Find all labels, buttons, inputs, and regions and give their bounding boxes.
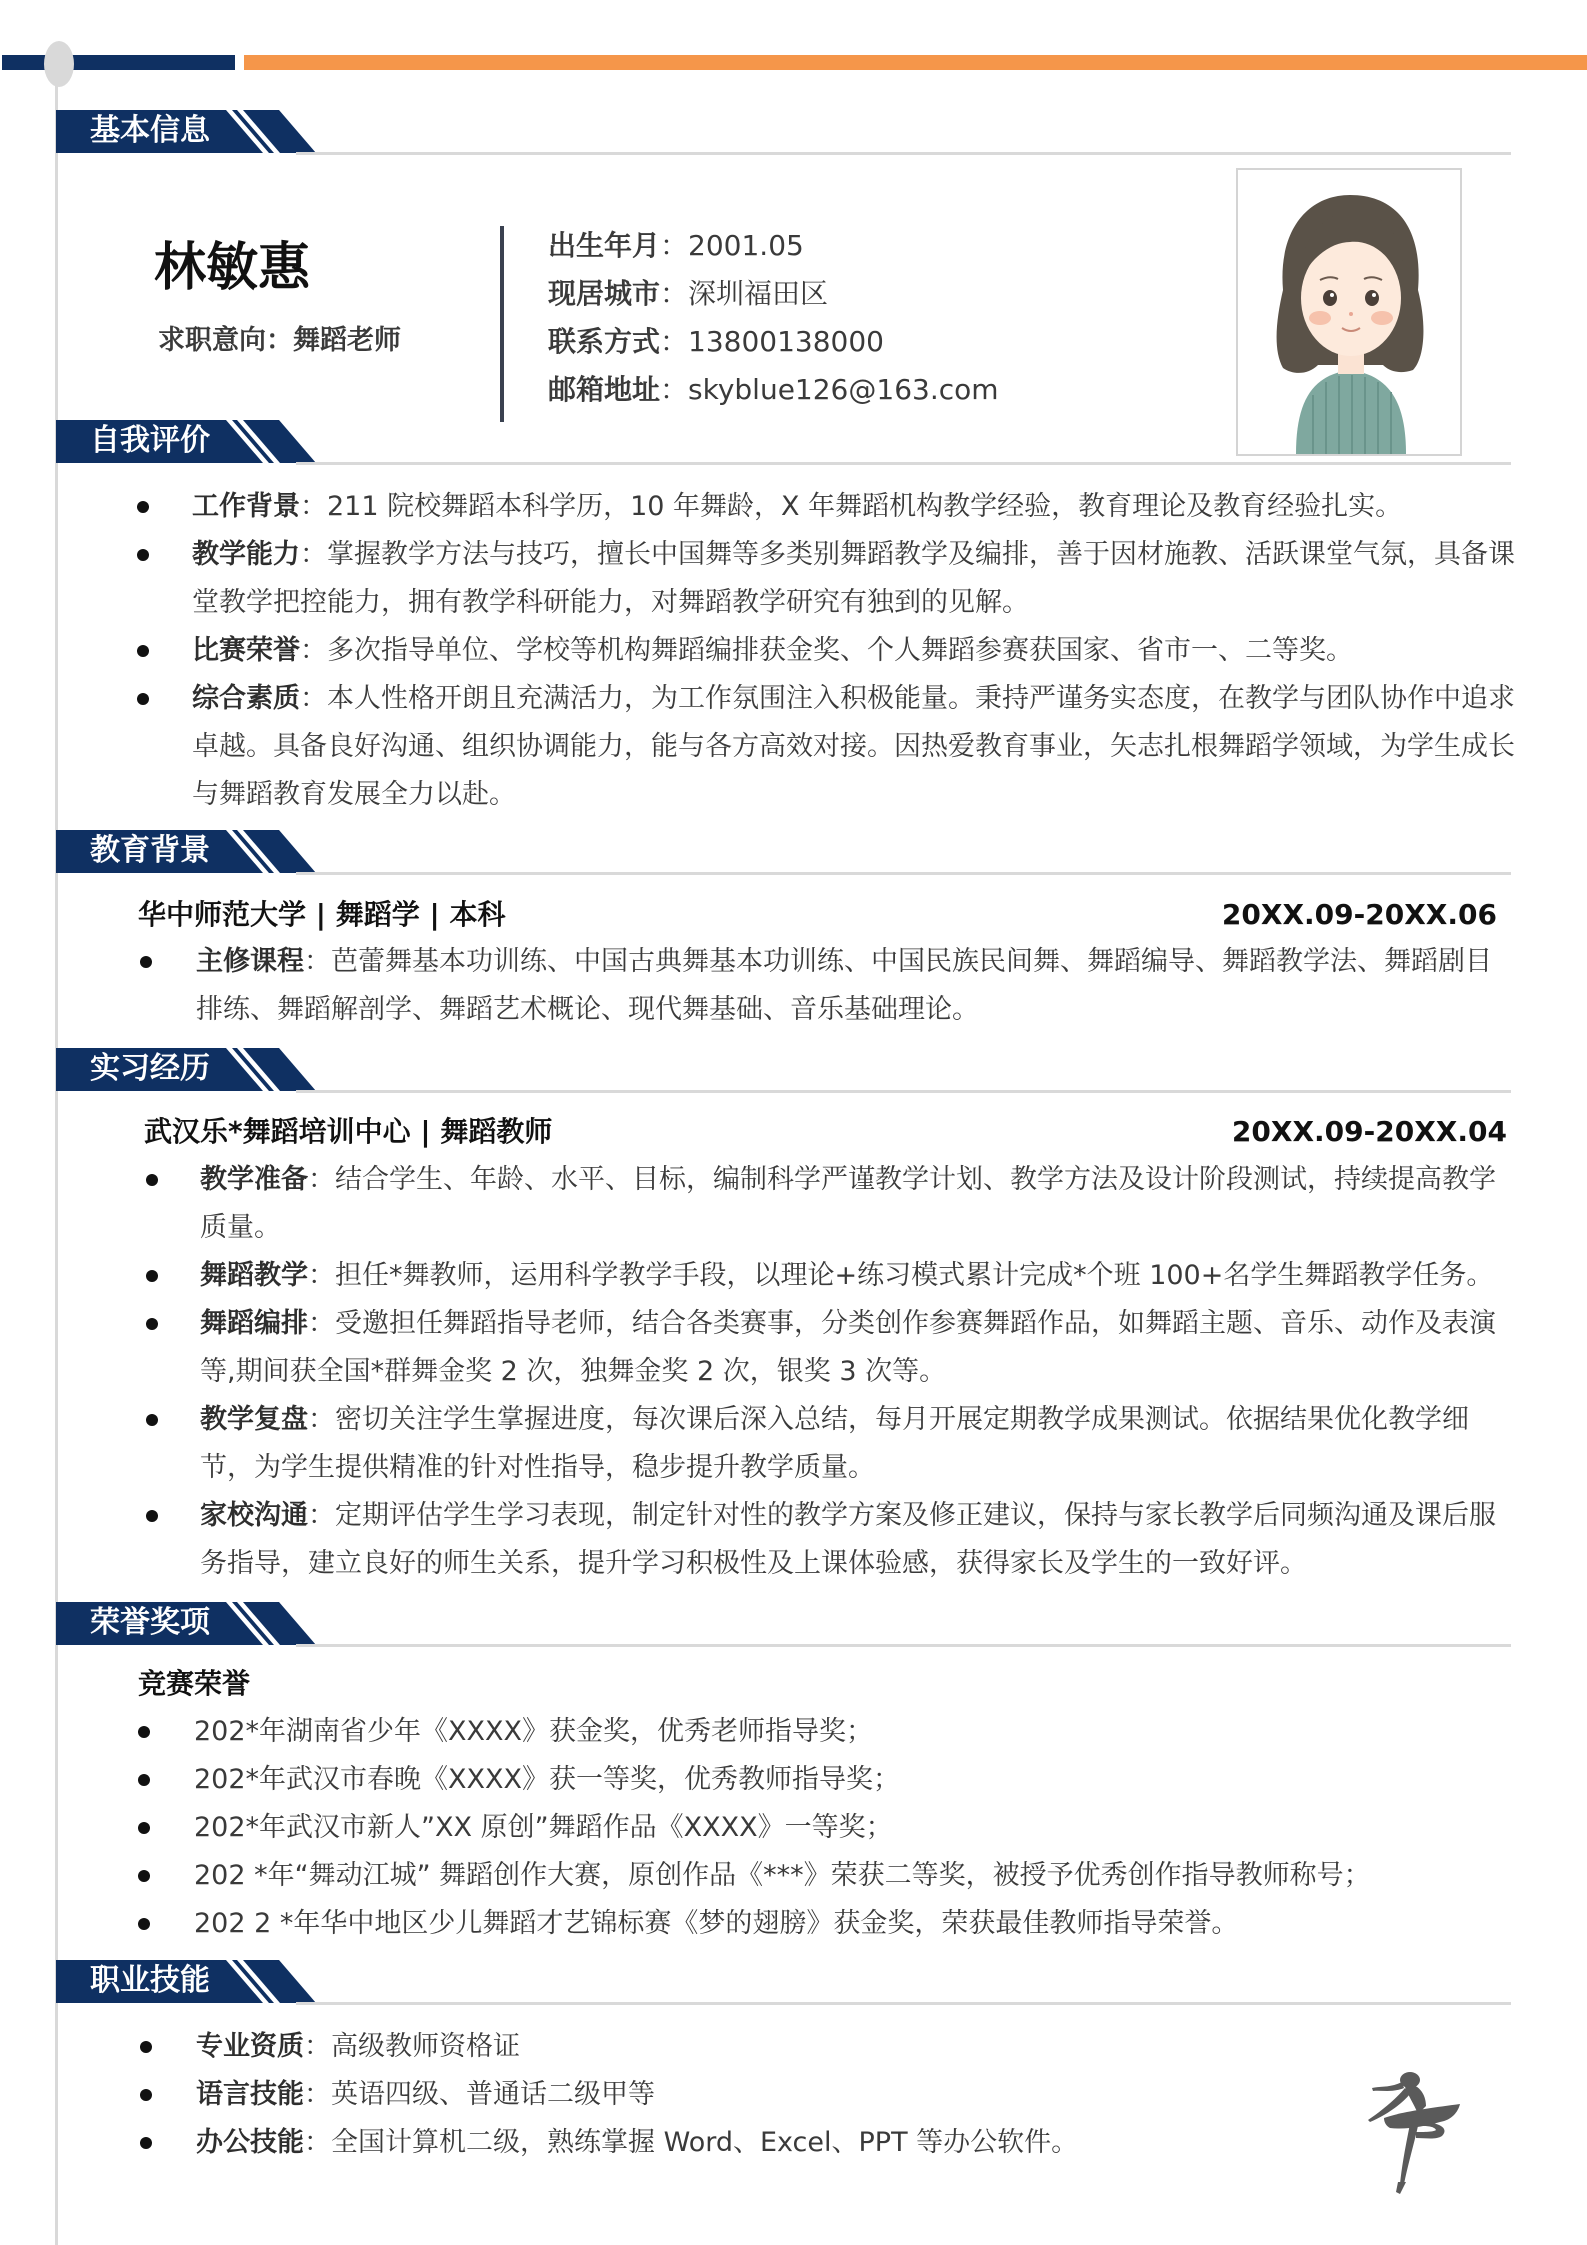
section-rule	[296, 872, 1511, 875]
item-label: 专业资质	[196, 2031, 304, 2062]
bullet-icon	[137, 501, 149, 513]
bullet-icon	[137, 549, 149, 561]
section-header-internship	[56, 1048, 1511, 1094]
bullet-icon	[138, 1774, 150, 1786]
list-item	[0, 1852, 1587, 1900]
section-title: 荣誉奖项	[90, 1605, 210, 1640]
item-text: 202 *年“舞动江城” 舞蹈创作大赛，原创作品《***》荣获二等奖，被授予优秀创作指导教师称号；	[194, 1860, 1371, 1891]
item-label: 舞蹈教学	[200, 1260, 308, 1291]
internship-list	[0, 1156, 1587, 1588]
bullet-icon	[140, 2089, 152, 2101]
bullet-icon	[140, 2041, 152, 2053]
list-item	[0, 1900, 1587, 1948]
info-city: 现居城市：深圳福田区	[548, 277, 829, 310]
bullet-icon	[146, 1318, 158, 1330]
section-rule	[296, 1090, 1511, 1093]
list-item: 教学能力：掌握教学方法与技巧，擅长中国舞等多类别舞蹈教学及编排，善于因材施教、活跃课堂气氛，具备课堂教学把控能力，拥有教学科研能力，对舞蹈教学研究有独到的见解。	[0, 531, 1587, 627]
item-text: 多次指导单位、学校等机构舞蹈编排获金奖、个人舞蹈参赛获国家、省市一、二等奖。	[327, 635, 1353, 666]
item-label: 教学准备	[200, 1164, 308, 1195]
section-title: 基本信息	[90, 113, 210, 148]
info-value: 13800138000	[688, 325, 884, 358]
item-text: 受邀担任舞蹈指导老师，结合各类赛事，分类创作参赛舞蹈作品，如舞蹈主题、音乐、动作及表演等,期间获全国*群舞金奖 2 次，独舞金奖 2 次，银奖 3 次等。	[200, 1308, 1496, 1387]
skills-list	[0, 2023, 1587, 2167]
item-text: 本人性格开朗且充满活力，为工作氛围注入积极能量。秉持严谨务实态度，在教学与团队协作中追求卓越。具备良好沟通、组织协调能力，能与各方高效对接。因热爱教育事业，矢志扎根舞蹈学领域，为学生成长与舞蹈教育发展全力以赴。	[192, 683, 1515, 810]
list-item: 教学准备：结合学生、年龄、水平、目标，编制科学严谨教学计划、教学方法及设计阶段测试，持续提高教学质量。	[0, 1156, 1587, 1252]
info-label: 现居城市	[548, 277, 661, 310]
list-item: 比赛荣誉：多次指导单位、学校等机构舞蹈编排获金奖、个人舞蹈参赛获国家、省市一、二等奖。	[0, 627, 1587, 675]
section-rule	[296, 2002, 1511, 2005]
list-item	[0, 1756, 1587, 1804]
item-text: 定期评估学生学习表现，制定针对性的教学方案及修正建议，保持与家长教学后同频沟通及课后服务指导，建立良好的师生关系，提升学习积极性及上课体验感，获得家长及学生的一致好评。	[200, 1500, 1496, 1579]
avatar-illustration-icon	[1238, 170, 1460, 454]
bullet-icon	[140, 2137, 152, 2149]
info-label: 出生年月	[548, 229, 661, 262]
item-label: 办公技能	[196, 2127, 304, 2158]
item-text: 211 院校舞蹈本科学历，10 年舞龄，X 年舞蹈机构教学经验，教育理论及教育经验扎实。	[327, 491, 1403, 522]
bullet-icon	[146, 1510, 158, 1522]
info-value: 2001.05	[688, 229, 804, 262]
section-rule	[296, 462, 1511, 465]
bullet-icon	[137, 693, 149, 705]
item-text: 芭蕾舞基本功训练、中国古典舞基本功训练、中国民族民间舞、舞蹈编导、舞蹈教学法、舞蹈剧目排练、舞蹈解剖学、舞蹈艺术概论、现代舞基础、音乐基础理论。	[196, 946, 1492, 1025]
list-item: 专业资质：高级教师资格证	[0, 2023, 1587, 2071]
section-title: 教育背景	[90, 833, 210, 868]
item-text: 202*年武汉市春晚《XXXX》获一等奖，优秀教师指导奖；	[194, 1764, 901, 1795]
item-text: 密切关注学生掌握进度，每次课后深入总结，每月开展定期教学成果测试。依据结果优化教学细节，为学生提供精准的针对性指导，稳步提升教学质量。	[200, 1404, 1469, 1483]
honors-heading: 竞赛荣誉	[138, 1667, 251, 1700]
list-item: 主修课程：芭蕾舞基本功训练、中国古典舞基本功训练、中国民族民间舞、舞蹈编导、舞蹈教学法、舞蹈剧目排练、舞蹈解剖学、舞蹈艺术概论、现代舞基础、音乐基础理论。	[0, 938, 1587, 1034]
list-item: 综合素质：本人性格开朗且充满活力，为工作氛围注入积极能量。秉持严谨务实态度，在教学与团队协作中追求卓越。具备良好沟通、组织协调能力，能与各方高效对接。因热爱教育事业，矢志扎根舞蹈学领域，为学生成长与舞蹈教育发展全力以赴。	[0, 675, 1587, 819]
item-text: 202*年武汉市新人”XX 原创”舞蹈作品《XXXX》一等奖；	[194, 1812, 893, 1843]
bullet-icon	[146, 1270, 158, 1282]
section-header-education	[56, 830, 1511, 876]
info-birth: 出生年月：2001.05	[548, 229, 804, 262]
section-header-self-eval	[56, 420, 1511, 466]
item-label: 教学能力	[192, 539, 300, 570]
item-text: 202*年湖南省少年《XXXX》获金奖，优秀老师指导奖；	[194, 1716, 874, 1747]
education-heading: 华中师范大学 | 舞蹈学 | 本科	[138, 898, 506, 931]
section-title: 实习经历	[90, 1051, 210, 1086]
list-item: 舞蹈编排：受邀担任舞蹈指导老师，结合各类赛事，分类创作参赛舞蹈作品，如舞蹈主题、音乐、动作及表演等,期间获全国*群舞金奖 2 次，独舞金奖 2 次，银奖 3 次等。	[0, 1300, 1587, 1396]
contact-info	[548, 222, 999, 414]
item-label: 比赛荣誉	[192, 635, 300, 666]
item-label: 工作背景	[192, 491, 300, 522]
info-label: 联系方式	[548, 325, 661, 358]
info-label: 邮箱地址	[548, 373, 661, 406]
item-text: 高级教师资格证	[331, 2031, 520, 2062]
honors-list	[0, 1708, 1587, 1948]
education-date: 20XX.09-20XX.06	[1221, 898, 1497, 931]
internship-heading: 武汉乐*舞蹈培训中心 | 舞蹈教师	[144, 1115, 553, 1148]
section-rule	[296, 152, 1511, 155]
item-text: 掌握教学方法与技巧，擅长中国舞等多类别舞蹈教学及编排，善于因材施教、活跃课堂气氛，具备课堂教学把控能力，拥有教学科研能力，对舞蹈教学研究有独到的见解。	[192, 539, 1515, 618]
item-text: 担任*舞教师，运用科学教学手段，以理论+练习模式累计完成*个班 100+名学生舞蹈教学任务。	[335, 1260, 1494, 1291]
bullet-icon	[138, 1870, 150, 1882]
list-item: 语言技能：英语四级、普通话二级甲等	[0, 2071, 1587, 2119]
section-header-honors	[56, 1602, 1511, 1648]
ballerina-silhouette-icon	[1360, 2060, 1480, 2200]
item-label: 教学复盘	[200, 1404, 308, 1435]
internship-date: 20XX.09-20XX.04	[1231, 1115, 1507, 1148]
candidate-name: 林敏惠	[154, 238, 311, 298]
item-text: 202 2 *年华中地区少儿舞蹈才艺锦标赛《梦的翅膀》获金奖，荣获最佳教师指导荣誉。	[194, 1908, 1239, 1939]
bullet-icon	[140, 956, 152, 968]
job-intent: 求职意向：舞蹈老师	[158, 325, 401, 356]
list-item: 教学复盘：密切关注学生掌握进度，每次课后深入总结，每月开展定期教学成果测试。依据结果优化教学细节，为学生提供精准的针对性指导，稳步提升教学质量。	[0, 1396, 1587, 1492]
info-value: 深圳福田区	[688, 277, 829, 310]
bullet-icon	[138, 1726, 150, 1738]
info-phone: 联系方式：13800138000	[548, 325, 884, 358]
info-value: skyblue126@163.com	[688, 373, 999, 406]
list-item	[0, 1708, 1587, 1756]
list-item: 舞蹈教学：担任*舞教师，运用科学教学手段，以理论+练习模式累计完成*个班 100+名学生舞蹈教学任务。	[0, 1252, 1587, 1300]
top-bar-orange	[244, 55, 1587, 70]
education-list	[0, 938, 1587, 1034]
item-label: 舞蹈编排	[200, 1308, 308, 1339]
section-header-basic-info	[56, 110, 1511, 156]
list-item: 办公技能：全国计算机二级，熟练掌握 Word、Excel、PPT 等办公软件。	[0, 2119, 1587, 2167]
section-title: 职业技能	[90, 1963, 210, 1998]
bullet-icon	[146, 1414, 158, 1426]
profile-divider	[500, 226, 504, 422]
bullet-icon	[146, 1174, 158, 1186]
top-bar-navy	[2, 55, 235, 70]
section-rule	[296, 1644, 1511, 1647]
info-email: 邮箱地址：skyblue126@163.com	[548, 373, 999, 406]
profile-photo	[1236, 168, 1462, 456]
list-item: 家校沟通：定期评估学生学习表现，制定针对性的教学方案及修正建议，保持与家长教学后同频沟通及课后服务指导，建立良好的师生关系，提升学习积极性及上课体验感，获得家长及学生的一致好评。	[0, 1492, 1587, 1588]
section-header-skills	[56, 1960, 1511, 2006]
list-item: 工作背景：211 院校舞蹈本科学历，10 年舞龄，X 年舞蹈机构教学经验，教育理论及教育经验扎实。	[0, 483, 1587, 531]
section-title: 自我评价	[90, 423, 210, 458]
item-label: 主修课程	[196, 946, 304, 977]
item-label: 语言技能	[196, 2079, 304, 2110]
bullet-icon	[138, 1822, 150, 1834]
list-item	[0, 1804, 1587, 1852]
item-text: 英语四级、普通话二级甲等	[331, 2079, 655, 2110]
item-text: 结合学生、年龄、水平、目标，编制科学严谨教学计划、教学方法及设计阶段测试，持续提高教学质量。	[200, 1164, 1496, 1243]
bullet-icon	[137, 645, 149, 657]
timeline-dot	[44, 41, 74, 87]
item-label: 家校沟通	[200, 1500, 308, 1531]
item-text: 全国计算机二级，熟练掌握 Word、Excel、PPT 等办公软件。	[331, 2127, 1079, 2158]
bullet-icon	[138, 1918, 150, 1930]
item-label: 综合素质	[192, 683, 300, 714]
self-eval-list	[0, 483, 1587, 819]
